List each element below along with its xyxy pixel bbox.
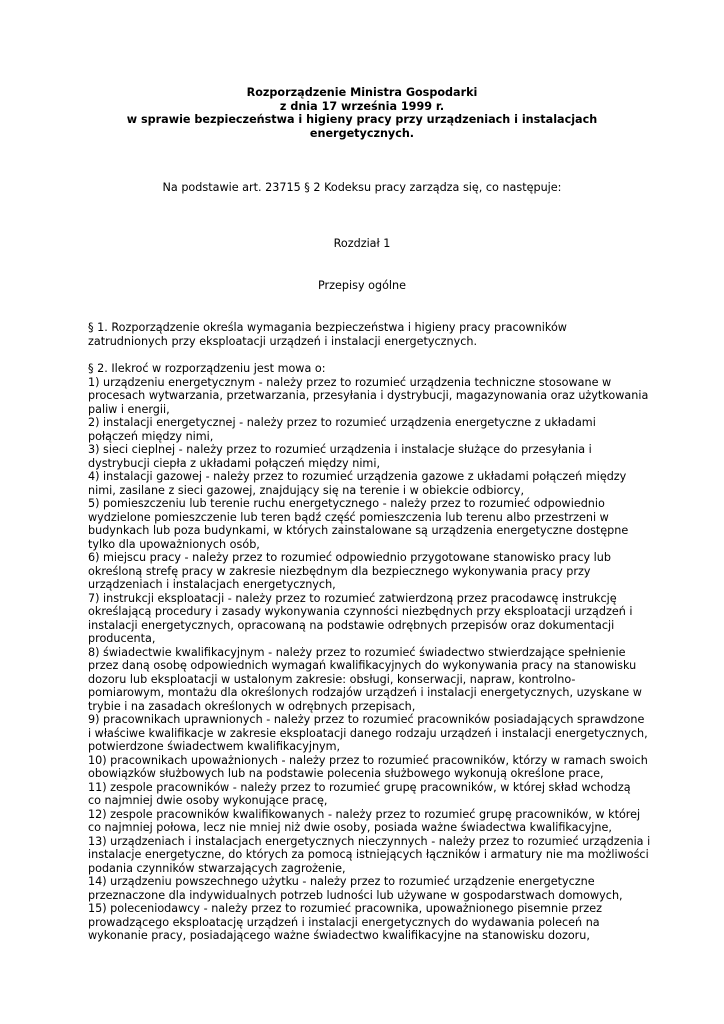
text-line: określoną strefę pracy w zakresie niezbędnym dla bezpiecznego wykonywania pracy przy: [88, 564, 591, 578]
text-line: przez daną osobę odpowiednich wymagań kwalifikacyjnych do wykonywania pracy na stanowisku: [88, 659, 637, 672]
text-line: 14) urządzeniu powszechnego użytku - należy przez to rozumieć urządzenie energetyczne: [88, 875, 595, 888]
text-line: budynkach lub poza budynkami, w których zainstalowane są urządzenia energetyczne dostępne: [88, 524, 629, 537]
text-line: potwierdzone świadectwem kwalifikacyjnym,: [88, 740, 341, 753]
text-line: wydzielone pomieszczenie lub teren bądź część pomieszczenia lub terenu albo przestrzeni w: [88, 510, 609, 524]
text-line: tylko dla upoważnionych osób,: [88, 537, 260, 551]
text-line: 8) świadectwie kwalifikacyjnym - należy przez to rozumieć świadectwo stwierdzające spełnienie: [88, 645, 626, 659]
text-line: prowadzącego eksploatację urządzeń i instalacji energetycznych do wydawania poleceń na: [88, 915, 600, 929]
text-line: instalacje energetyczne, do których za pomocą istniejących łączników i armatury nie ma możliwości: [88, 848, 649, 861]
text-line: 3) sieci cieplnej - należy przez to rozumieć urządzenia i instalacje służące do przesyłania i: [88, 443, 592, 456]
text-line: urządzeniach i instalacjach energetycznych,: [88, 578, 336, 591]
text-line: 15) poleceniodawcy - należy przez to rozumieć pracownika, upoważnionego pisemnie przez: [88, 902, 602, 915]
text-line: pomiarowym, montażu dla określonych rodzajów urządzeń i instalacji energetycznych, uzyskane w: [88, 686, 642, 699]
title-line-4: energetycznych.: [309, 126, 415, 140]
text-line: obowiązków służbowych lub na podstawie polecenia służbowego wykonują określone prace,: [88, 767, 604, 780]
title-line-3: w sprawie bezpieczeństwa i higieny pracy przy urządzeniach i instalacjach: [126, 113, 598, 126]
text-line: nimi, zasilane z sieci gazowej, znajdujący się na terenie i w obiekcie odbiorcy,: [88, 483, 525, 497]
text-line: 4) instalacji gazowej - należy przez to rozumieć urządzenia gazowe z układami połączeń między: [88, 470, 627, 483]
text-line: dystrybucji ciepła z układami połączeń między nimi,: [88, 456, 380, 470]
text-line: i właściwe kwalifikacje w zakresie eksploatacji danego rodzaju urządzeń i instalacji energetycznych,: [88, 726, 648, 740]
text-line: 9) pracownikach uprawnionych - należy przez to rozumieć pracowników posiadających sprawdzone: [88, 713, 645, 726]
title-line-1: Rozporządzenie Ministra Gospodarki: [246, 86, 478, 99]
text-line: § 1. Rozporządzenie określa wymagania bezpieczeństwa i higieny pracy pracowników: [88, 321, 567, 334]
text-line: trybie i na zasadach określonych w odrębnych przepisach,: [88, 699, 416, 713]
text-line: podania czynników stwarzających zagrożenie,: [88, 861, 346, 875]
paragraph-1: [88, 321, 648, 348]
text-line: 10) pracownikach upoważnionych - należy przez to rozumieć pracowników, którzy w ramach swoich: [88, 753, 648, 767]
text-line: wykonanie pracy, posiadającego ważne świadectwo kwalifikacyjne na stanowisku dozoru,: [88, 929, 590, 942]
text-line: 11) zespole pracowników - należy przez to rozumieć grupę pracowników, w której skład wchodzą: [88, 780, 631, 794]
text-line: co najmniej dwie osoby wykonujące pracę,: [88, 794, 328, 807]
chapter-title: Przepisy ogólne: [318, 279, 406, 292]
text-line: 5) pomieszczeniu lub terenie ruchu energetycznego - należy przez to rozumieć odpowiednio: [88, 497, 605, 510]
text-line: dozoru lub eksploatacji w ustalonym zakresie: obsługi, konserwacji, napraw, kontrolno-: [88, 672, 576, 686]
chapter-heading: Rozdział 1: [333, 237, 391, 250]
text-line: połączeń między nimi,: [88, 429, 214, 443]
title-line-2: z dnia 17 września 1999 r.: [279, 99, 445, 113]
paragraph-2: [88, 362, 651, 943]
text-line: instalacji energetycznych, opracowaną na podstawie odrębnych przepisów oraz dokumentacji: [88, 618, 615, 632]
text-line: § 2. Ilekroć w rozporządzeniu jest mowa o:: [88, 362, 326, 375]
text-line: 1) urządzeniu energetycznym - należy przez to rozumieć urządzenia techniczne stosowane w: [88, 375, 612, 389]
text-line: paliw i energii,: [88, 402, 170, 416]
text-line: 13) urządzeniach i instalacjach energetycznych nieczynnych - należy przez to rozumieć urządzenia i: [88, 834, 651, 848]
text-line: procesach wytwarzania, przetwarzania, przesyłania i dystrybucji, magazynowania oraz użytkowania: [88, 389, 649, 402]
text-line: określającą procedury i zasady wykonywania czynności niezbędnych przy eksploatacji urządzeń i: [88, 605, 633, 618]
legal-basis: Na podstawie art. 23715 § 2 Kodeksu pracy zarządza się, co następuje:: [162, 181, 562, 194]
document-title: [90, 86, 634, 140]
text-line: zatrudnionych przy eksploatacji urządzeń i instalacji energetycznych.: [88, 334, 478, 348]
text-line: co najmniej połowa, lecz nie mniej niż dwie osoby, posiada ważne świadectwa kwalifikacyjne,: [88, 821, 612, 834]
text-line: producenta,: [88, 632, 156, 645]
text-line: 2) instalacji energetycznej - należy przez to rozumieć urządzenia energetyczne z układami: [88, 416, 596, 429]
text-line: przeznaczone dla indywidualnych potrzeb ludności lub używane w gospodarstwach domowych,: [88, 888, 623, 902]
text-line: 12) zespole pracowników kwalifikowanych - należy przez to rozumieć grupę pracowników, w której: [88, 807, 641, 821]
text-line: 7) instrukcji eksploatacji - należy przez to rozumieć zatwierdzoną przez pracodawcę instrukcję: [88, 591, 617, 605]
text-line: 6) miejscu pracy - należy przez to rozumieć odpowiednio przygotowane stanowisko pracy lub: [88, 551, 611, 564]
